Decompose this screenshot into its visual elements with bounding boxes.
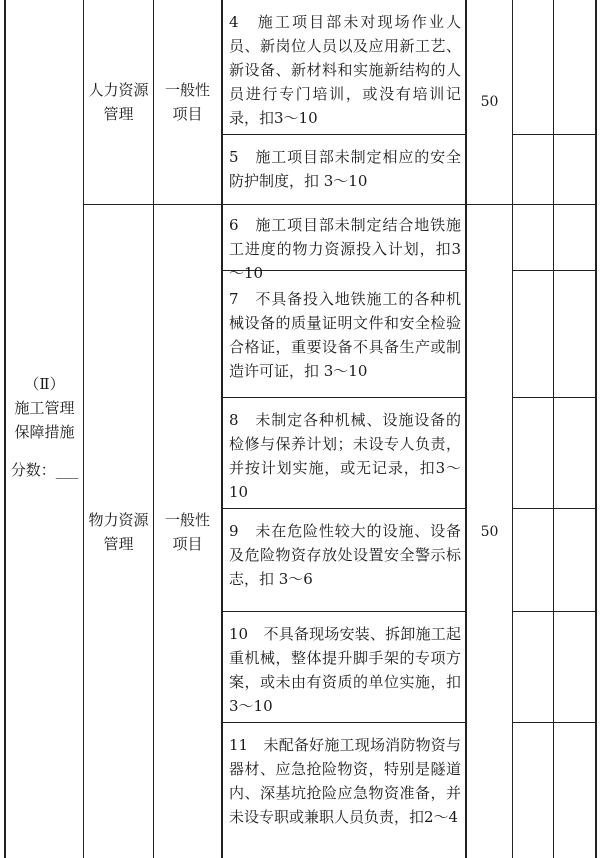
group-name-material-resources (84, 205, 153, 858)
row-divider (221, 611, 467, 612)
item-4: 4 施工项目部未对现场作业人员、新岗位人员以及应用新工艺、新设备、新材料和实施新结构的人员进行专门培训，或没有培训记录，扣3～10 (229, 13, 461, 127)
item-5: 5 施工项目部未制定相应的安全防护制度，扣 3～10 (229, 148, 461, 190)
section-label-line3: 保障措施 (14, 423, 75, 441)
row-divider (512, 508, 597, 509)
item-6: 6 施工项目部未制定结合地铁施工进度的物力资源投入计划，扣3～10 (229, 216, 461, 282)
table-border-right (595, 0, 597, 858)
section-label-line2: 施工管理 (14, 399, 75, 417)
group-type-material-resources (154, 205, 221, 858)
group-type-line1: 一般性 (164, 510, 210, 529)
group-name-line1: 人力资源 (88, 81, 149, 99)
row-divider (512, 611, 597, 612)
col-divider-6 (553, 0, 554, 858)
group-type-line2: 项目 (172, 105, 203, 123)
section-score-label: 分数：___ (10, 461, 79, 479)
group-type-human-resources (154, 0, 221, 204)
item-8: 8 未制定各种机械、设施设备的检修与保养计划；未设专人负责，并按计划实施，或无记录，扣3～10 (229, 411, 461, 501)
item-7: 7 不具备投入地铁施工的各种机械设备的质量证明文件和安全检验合格证，重要设备不具备生产或制造许可证，扣 3～10 (229, 290, 461, 380)
item-10: 10 不具备现场安装、拆卸施工起重机械，整体提升脚手架的专项方案，或未由有资质的单位实施，扣3～10 (229, 625, 461, 715)
group-name-human-resources (84, 0, 153, 204)
row-divider (221, 134, 467, 135)
row-divider (512, 134, 597, 135)
group-name-line2: 管理 (103, 105, 134, 123)
group-name-line1: 物力资源 (88, 510, 149, 529)
item-9: 9 未在危险性较大的设施、设备及危险物资存放处设置安全警示标志，扣 3～6 (229, 522, 461, 588)
group-type-line1: 一般性 (164, 81, 210, 99)
item-11: 11 未配备好施工现场消防物资与器材、应急抢险物资，特别是隧道内、深基坑抢险应急物资准备，并未设专职或兼职人员负责，扣2～4 (229, 736, 461, 826)
row-divider (221, 397, 467, 398)
row-divider (512, 270, 597, 271)
section-label-line1: （Ⅱ） (24, 375, 65, 393)
row-divider (512, 397, 597, 398)
row-divider (221, 508, 467, 509)
group-score-human-resources: 50 (480, 94, 499, 110)
group-name-line2: 管理 (103, 534, 134, 553)
group-type-line2: 项目 (172, 534, 203, 553)
row-divider (221, 722, 467, 723)
group-score-material-resources: 50 (480, 523, 499, 540)
section-label (6, 372, 83, 492)
row-divider (512, 722, 597, 723)
col-divider-5 (512, 0, 513, 858)
